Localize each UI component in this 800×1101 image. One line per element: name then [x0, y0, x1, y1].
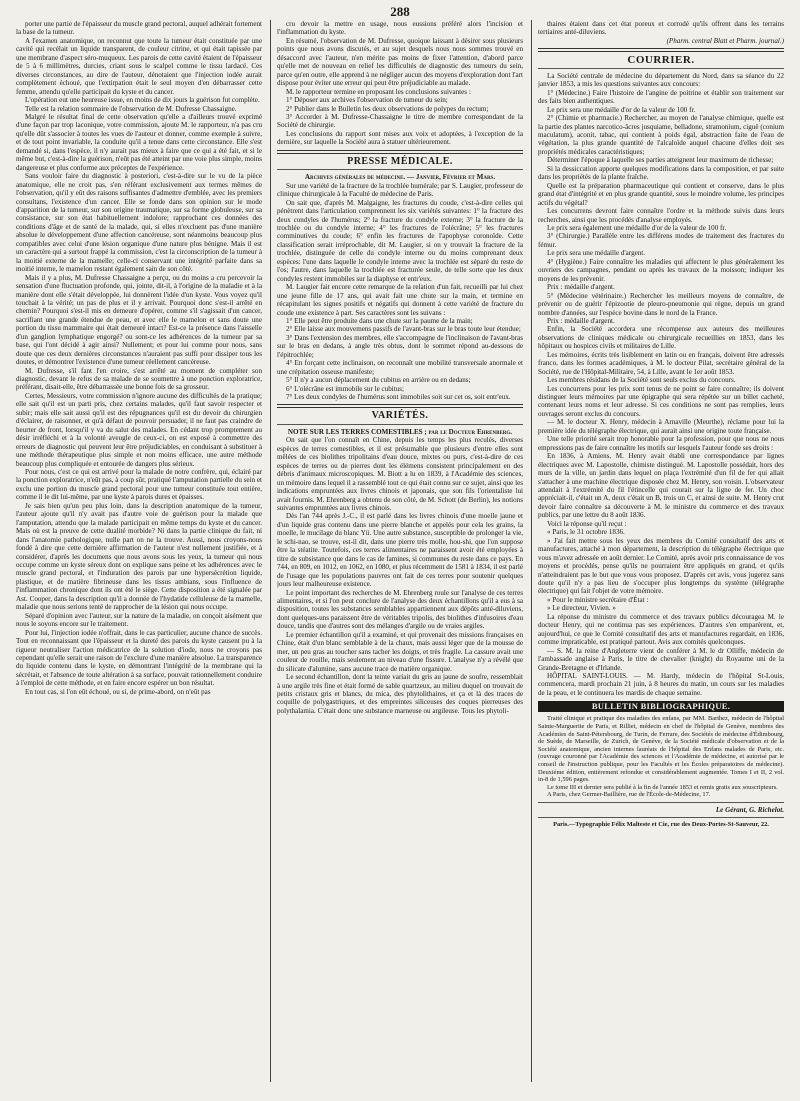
paragraph: 2° Publier dans le Bulletin les deux observations de polypes du rectum; — [286, 104, 489, 113]
section-rule — [277, 404, 523, 408]
column-divider — [270, 20, 271, 1082]
paragraph: En tout cas, si l'on eût échoué, ou si, de prime-abord, on n'eût pas — [25, 687, 211, 696]
paragraph: A Paris, chez Germer-Baillière, rue de l'École-de-Médecine, 17. — [547, 791, 711, 799]
paragraph: 1° Elle peut être produite dans une chute sur la paume de la main; — [286, 316, 473, 325]
paragraph: Traité clinique et pratique des maladies des enfans, par MM. Barthez, médecin de l'hôpital Sainte-Marguerite de Paris, et Rilliet, médecin en chef de l'hôpital de Genève, membres des Académies de Saint-Pétersbourg, de Turin, de Ferrare, des Sociétés de médecine d'Édimbourg, de Suède, de Marseille, de Zurich, de Genève, de la Société médicale d'observation et de la Société anatomique, ancien internes lauréats de l'hôpital des Enfans malades de Paris, etc. (ouvrage couronné par l'Académie des sciences et l'Académie de médecine, et autorisé par le conseil de l'instruction publique, pour les Facultés et les Écoles préparatoires de médecine). Deuxième édition, entièrement refondue et considérablement augmentée. Tomes I et II, 2 vol. in-8 de 1,596 pages. — [538, 715, 784, 784]
printer-line: Paris.—Typographie Félix Malteste et Cie, rue des Deux-Portes-St-Sauveur, 22. — [553, 821, 769, 829]
paragraph: Les mémoires, écrits très lisiblement en latin ou en français, doivent être adressés franco, dans les formes académiques, à M. le docteur Pilat, secrétaire général de la Société, rue de l'Hôpital-Militaire, 54, à Lille, avant le 1er août 1853. — [538, 350, 784, 376]
paragraph: On sait que, d'après M. Malgaigne, les fractures du coude, c'est-à-dire celles qui pénètrent dans l'articulation comprennent les six variétés suivantes: 1° la fracture des deux condyles de l'humérus; 2° la fracture du condyle externe; 3° la fracture de la trochlée ou du condyle interne; 4° les fractures de l'olécrâne; 5° les fractures comminutives du coude; 6° enfin les fractures de l'apophyse coronoïde. Cette classification serait irréprochable, dit M. Laugier, si on y trouvait la fracture de la trochlée, distinguée de celle du condyle interne ou du moins comprenant deux espèces: l'une dans laquelle le condyle interne avec la trochlée est séparé du reste de l'os; l'autre, dans laquelle la trochlée est fracturée seule, de telle sorte que les deux condyles restent immobiles sur la diaphyse et entr'eux. — [277, 198, 523, 283]
paragraph: 1° (Médecine.) Faire l'histoire de l'angine de poitrine et établir son traitement sur des faits bien authentiques. — [538, 88, 784, 106]
paragraph: HÔPITAL SAINT-LOUIS. — M. Hardy, médecin de l'hôpital St-Louis, commencera, mardi prochain 21 juin, à 8 heures du matin, un cours sur les maladies de la peau, et le continuera les mardis de chaque semaine. — [538, 671, 784, 697]
paragraph: 5° Il n'y a aucun déplacement du cubitus en arrière ou en dedans; — [286, 376, 471, 385]
paragraph: L'opération eut une heureuse issue, en moins de dix jours la guérison fut complète. — [25, 96, 260, 105]
paragraph: Certes, Messieurs, votre commission n'ignore aucune des difficultés de la pratique; elle sait qu'il est un parti pris, chez certains malades, qu'il faut savoir respecter et subir; mais elle sait aussi qu'il est des répugnances qu'il est du devoir du chirurgien d'éclairer, de raisonner, et qu'à défaut de pouvoir persuader, il ne faut pas craindre de heurter de front, lorsqu'il y va du salut des malades. En cédant trop promptement au désir irréfléchi et à la volonté aveugle de ceux-ci, on est exposé à commettre des erreurs de diagnostic qui peuvent leur être préjudiciables, en conduisant à substituer à une méthode thérapeutique plus simple et non moins efficace, une autre méthode beaucoup plus compliquée et entourée de dangers plus sérieux. — [16, 391, 262, 468]
paragraph: On sait que l'on connaît en Chine, depuis les temps les plus reculés, diverses espèces de terres comestibles, et il est présumable que plusieurs d'entre elles sont mêlées de ces biolithes tripolitains d'eau douce, mixtes ou purs, c'est-à-dire de ces espèces de terres ou de pierres dont les élémens consistent principalement en des débris d'animaux microscopiques. M. Biott a lu en 1839, à l'Académie des sciences, un mémoire dans lequel il a rassemblé tout ce qui était connu sur ce sujet, ainsi que les indications empruntées aux livres chinois et japonais, que son fils l'orientaliste lui avait fournis. M. Ehrenberg a obtenu de son côté, de M. Schott (de Berlin), les notions suivantes empruntées aux livres chinois. — [277, 436, 523, 513]
courrier-heading: COURRIER. — [627, 54, 695, 67]
paragraph: M. Laugier fait encore cette remarque de la relation d'un fait, recueilli par lui chez une jeune fille de 17 ans, qui avait fait une chute sur la main, et termine en récapitulant les signes positifs et négatifs qui donnent à cette variété de fracture du coude une existence à part. Ses caractères sont les suivans : — [277, 283, 523, 317]
press-article — [277, 182, 523, 402]
section-rule — [538, 48, 784, 52]
section-rule — [538, 68, 784, 69]
paragraph: Telle est la relation sommaire de l'observation de M. Dufresse Chassaigne. — [25, 104, 237, 113]
paragraph: 2° (Chimie et pharmacie.) Rechercher, au moyen de l'analyse chimique, quelle est la partie des plantes narcotico-âcres jusquiame, belladone, stramonium, ciguë (conium maculatum), aconit, tabac, qui contient à poids égal, abstraction faite de l'eau de végétation, la plus grande quantité de l'alcaloïde auquel chacune d'elles doit ses propriétés médicales caractéristiques; — [538, 114, 784, 156]
paragraph: Le second échantillon, dont la teinte variait du gris au jaune de soufre, ressemblait à une argile très fine et était formé de sable quartzeux, au milieu duquel on trouvait de petits cristaux gris et blancs, du mica, des phytolithaires, et ça et là des traces de coquille de polygastriques, et des empreintes siliceuses des coques pierreuses des polythalamia. C'était donc une substance marneuse ou argileuse. Tous les phytoli- — [277, 673, 523, 715]
note-title: NOTE SUR LES TERRES COMESTIBLES ; par le Docteur Ehrenberg. — [287, 427, 513, 436]
paragraph: A l'examen anatomique, on reconnut que toute la tumeur était constituée par une cavité qui recélait un liquide transparent, de couleur citrine, et qui était tapissée par une membrane d'aspect séro-muqueux. Les parois de cette cavité étaient de l'épaisseur de 5 à 6 millimètres, durcies, criant sous le scalpel comme le tissu lardacé. Ces diverses circonstances, au dire de l'auteur, dénotaient que l'injection iodée aurait complètement échoué, que l'extirpation était le seul moyen d'en débarrasser cette femme, attendu qu'elle participait du kyste et du cancer. — [16, 36, 262, 96]
paragraph: Une telle priorité serait trop honorable pour la profession, pour que nous ne nous empressions pas de faire connaître les motifs sur lesquels l'auteur fonde ses droits : — [538, 435, 784, 452]
paragraph: « Paris, le 31 octobre 1836. — [547, 528, 625, 537]
paragraph: En 1836, à Amiens, M. Henry avait établi une correspondance par lignes électriques avec M. Lapostolle, chimiste distingué. M. Lapostolle possédait, hors des murs de la ville, un jardin dans lequel on plaça l'extrémité d'un fil de fer qui allait s'attacher à une machine électrique disposée chez M. Henry, son voisin. L'observateur attendait à l'extrémité du fil l'étincelle qui courait sur la ligne de fer. Un choc appréciait-il, c'était un A, deux c'était un B, trois un C, et ainsi de suite. M. Henry crut devoir faire connaître sa découverte à M. le ministre du commerce et des travaux publics, par une lettre du 8 août 1836. — [538, 452, 784, 520]
column-middle — [277, 20, 523, 1082]
section-rule — [277, 150, 523, 154]
paragraph: Sur une variété de la fracture de la trochlée humérale; par S. Laugier, professeur de clinique chirurgicale à la Faculté de médecine de Paris. — [277, 181, 523, 199]
paragraph: Pour lui, l'injection iodée n'offrait, dans le cas particulier, aucune chance de succès. Tout en reconnaissant que l'épaisseur et la dureté des parois du kyste causent pu à la rigueur neutraliser l'action médicatrice de la solution d'iode, nous ne croyons pas cependant qu'elle serait une raison de l'exclure d'une manière absolue. La transparence du liquide contenu dans le kyste, en démontrant l'intégrité de la membrane qui la sécrétait, et l'absence de toute altération à sa surface, pouvait rationnellement conduire à l'emploi de cette méthode, et en faire encore espérer un bon résultat. — [16, 628, 262, 688]
paragraph: Sans vouloir faire du diagnostic à posteriori, c'est-à-dire sur le vu de la pièce anatomique, elle ne croit pas, s'en référant exclusivement aux termes mêmes de l'observation, qu'il y eût des raisons suffisantes d'admettre d'emblée, avec les premiers consultans, l'existence d'un cancer. Elle se fonde dans son opinion sur le mode d'apparition de la tumeur, sur son origine traumatique, sur sa forme globuleuse, sur sa consistance, sur son état habituellement indolore; rapprochant ces données des conditions d'âge et de santé de la malade, qui, si elles n'excluent pas d'une manière absolue le développement d'une affection cancéreuse, sont néanmoins beaucoup plus compatibles avec celui d'une lésion organique d'une nature plus bénigne. Mais il est un caractère qui a surtout frappé la commission, c'est la circonscription de la tumeur à la moitié externe de la mamelle; celle-ci conservant une intégrité parfaite dans sa moitié interne, le mamelon restant également sain de son côté. — [16, 172, 262, 274]
report-conclusion — [277, 20, 523, 147]
paragraph: 1° Déposer aux archives l'observation de tumeur du sein; — [286, 96, 448, 105]
paragraph: porter une partie de l'épaisseur du muscle grand pectoral, auquel adhérait fortement la base de la tumeur. — [16, 20, 262, 37]
paragraph: Malgré le résultat final de cette observation qu'elle a d'ailleurs trouvé exprimé d'une façon par trop laconique, votre commission, ajoute M. le rapporteur, n'a pas cru qu'elle dût s'associer à toutes les vues de l'auteur et donner, comme exemple à suivre, et de tout point invariable, la conduite qu'il a tenue dans cette circonstance. Elle s'est demandé si, dans l'espèce, il n'y aurait pas mieux à faire que ce qui a été fait, et si le même but, c'est-à-dire la guérison, n'eût pas été atteint par une voie plus simple, moins dangereuse et plus conforme aux préceptes de l'expérience. — [16, 112, 262, 172]
paragraph: La Société centrale de médecine du département du Nord, dans sa séance du 22 janvier 1853, a mis les questions suivantes aux concours: — [538, 71, 784, 89]
paragraph: Enfin, la Société accordera une récompense aux auteurs des meilleures observations de cliniques médicale ou chirurgicale recueillies en 1853, dans les hôpitaux ou hospices civils et militaires de Lille. — [538, 325, 784, 351]
paragraph: cru devoir la mettre en usage, nous eussions préféré alors l'incision et l'inflammation du kyste. — [277, 20, 523, 37]
courrier-text — [538, 72, 784, 698]
page-number: 288 — [390, 4, 410, 19]
paragraph: 6° L'olécrâne est immobile sur le cubitus; — [286, 384, 404, 393]
column-left — [16, 20, 262, 1082]
paragraph: 7° Les deux condyles de l'humérus sont immobiles soit sur cet os, soit entr'eux. — [286, 393, 511, 402]
paragraph: Voici la réponse qu'il reçut : — [547, 519, 627, 528]
paragraph: Prix : médaille d'argent. — [547, 316, 615, 325]
paragraph: Le prix sera une médaille d'argent. — [547, 249, 646, 258]
section-rule — [538, 802, 784, 803]
paragraph: Le tome III et dernier sera publié à la fin de l'année 1853 et remis gratis aux souscripteurs. — [547, 783, 778, 791]
paragraph: — S. M. la reine d'Angleterre vient de conférer à M. le dr Olliffe, médecin de l'ambassade anglaise à Paris, le titre de chevalier (knight) du Royaume uni de la Grande-Bretagne et d'Irlande. — [538, 646, 784, 672]
paragraph: Séparé d'opinion avec l'auteur, sur la nature de la maladie, on conçoit aisément que nous le soyons encore sur le traitement. — [16, 611, 262, 629]
paragraph: La réponse du ministre du commerce et des travaux publics découragea M. le docteur Henry, qui ne continua pas ses expériences. D'autres s'en emparèrent, et, aujourd'hui, ce que le Comité consultatif des arts et manufactures regardait, en 1836, comme impraticable, est pratiqué partout. Avis aux comités quelconques. — [538, 612, 784, 647]
paragraph: Mais il y a plus, M. Dufresse Chassaigne a perçu, ou du moins a cru percevoir la sensation d'une fluctuation profonde, qui, jointe, dit-il, à l'origine de la maladie et à la manière dont elle s'était développée, lui donnèrent l'idée d'un kyste. Vous voyez qu'il touchait à la vérité; un pas de plus et il y arrivait. Pourquoi donc s'est-il arrêté en chemin? Pourquoi s'est-il mis en demeure d'opérer, comme s'il s'agissait d'un cancer, sacrifiant une grande étendue de peau, et avec elle le mamelon et sans doute une portion du tissu mammaire qui était demeuré intact? Est-ce la présence dans l'aisselle d'un ganglion lymphatique engorgé? ou sont-ce les adhérences de la tumeur par sa base, qui l'ont décidé à agir ainsi? Nullement; et pour lui comme pour nous, sans doute que ces deux dernières circonstances n'auraient pas suffi pour dissiper tous les doutes, et démontrer l'existence d'une tumeur réellement cancéreuse. — [16, 273, 262, 367]
paragraph: Le prix sera également une médaille d'or de la valeur de 100 fr. — [547, 223, 727, 232]
paragraph: 3° (Chirurgie.) Parallèle entre les différens modes de traitement des fractures du fémur. — [538, 232, 784, 249]
paragraph: Les concurrens pour les prix sont tenus de ne point se faire connaître; ils doivent distinguer leurs mémoires par une épigraphe qui sera répétée sur un billet cacheté, contenant leurs noms et leur adresse. Si ces conditions ne sont pas remplies, leurs ouvrages seront exclus du concours. — [538, 384, 784, 418]
paragraph: M. Dufresse, s'il fant l'en croire, s'est arrêté au moment de compléter son diagnostic, devant le refus de sa malade de se soumettre à une ponction exploratrice, préférant, disait-elle, être débarrassée une bonne fois de sa grosseur. — [16, 366, 262, 392]
press-heading: PRESSE MÉDICALE. — [347, 155, 453, 167]
paragraph: M. le rapporteur termine en proposant les conclusions suivantes : — [286, 87, 471, 96]
paragraph: Si la dessiccation apporte quelques modifications dans la composition, et par suite dans les propriétés de la plante fraîche. — [538, 164, 784, 182]
paragraph: Les concurrens devront faire connaître l'ordre et la méthode suivis dans leurs recherches, ainsi que les procédés d'analyse employés. — [538, 207, 784, 224]
press-source: Archives générales de médecine. — Janvier, Février et Mars. — [304, 173, 496, 182]
bulletin-heading: BULLETIN BIBLIOGRAPHIQUE. — [538, 701, 784, 712]
paragraph: — M. le docteur X. Henry, médecin à Arnaville (Meurthe), réclame pour lui la première idée du télégraphe électrique, qui aurait ainsi une origine toute française. — [538, 418, 784, 435]
varietes-article — [277, 436, 523, 715]
paragraph: Dès l'an 744 après J.-C., il est parlé dans les livres chinois d'une moelle jaune et d'un liquide gras contenu dans une pierre blanche et appelés pour cela les grains, la moelle, le mucilage du blanc Yü. Une autre substance, susceptible de prolonger la vie, le schi-nao, se trouve, est-il dit, dans une pierre très molle, hou-shi, que l'on suppose être la stéatite. Toutefois, ces terres alimentaires ne paraissent avoir été employées à titre de subsistance que dans le cas de famines, si communes du reste dans ce pays. En 744, en 809, en 1012, en 1062, en 1080, et plus récemment de 1581 à 1834, il est parlé de l'usage que les populations pauvres ont fait de ces terres pour soutenir quelques jours leur malheureuse existence. — [277, 512, 523, 589]
paragraph: » J'ai fait mettre sous les yeux des membres du Comité consultatif des arts et manufactures, attaché à mon département, la description du télégraphe électrique que vous m'avez adressée en août dernier. Le Comité, après avoir pris connaissance de vos moyens et procédés, pense qu'ils ne pourraient être appliqués en grand, et qu'ils n'atteindraient pas le but que vous vous proposez. D'après cet avis, vous jugerez sans doute qu'il n'y a pas lieu de s'occuper plus longtemps du système (télégraphe électrique) qui fait l'objet de votre mémoire. — [538, 536, 784, 596]
paragraph: Je sais bien qu'un peu plus loin, dans la description anatomique de la tumeur, l'auteur ajoute qu'il n'y avait pas d'autre voie de guérison pour la malade que l'amputation, attendu que la malade participait en même temps du kyste et du cancer. Mais où est la preuve de cette dualité morbide? Ni dans la partie clinique du fait, ni dans l'anatomie pathologique, nulle part on ne la trouve. Aussi, nous croyons-nous fondé à dire que cette dernière affirmation de l'auteur n'est nullement justifiée, et à considérer, d'après les documens que nous avons sous les yeux, la tumeur qui nous occupe comme un kyste séreux dont on explique sans peine et les adhérences avec le muscle grand pectoral, et l'induration des parois par une hypersécrétion liquide, plastique, et de matière fibrineuse dans les tissus ambians, sous l'influence de l'inflammation chronique dont ils ont été le siège. Cette disposition a été signalée par Ast. Cooper, dans la description qu'il a donnée de l'hydatide celluleuse de la mamelle, maladie que nous serions tenté de rapprocher de la lésion qui nous occupe. — [16, 501, 262, 612]
paragraph: 4° En forçant cette inclinaison, on reconnaît une mobilité transversale anormale et une crépitation osseuse manifeste; — [277, 359, 523, 376]
paragraph: Pour nous, c'est ce qui est arrivé pour la malade de notre confrère, qui, éclairé par la ponction exploratrice, n'eût pas, à coup sûr, pratiqué l'amputation partielle du sein et exclu une portion du muscle grand pectoral pour une tumeur constituée tout entière, comme il le dit lui-même, par une kyste à parois dures et épaisses. — [16, 468, 262, 502]
paragraph: Les membres résidans de la Société sont seuls exclus du concours. — [547, 376, 736, 385]
source-citation: (Pharm. central Blatt et Pharm. journal.) — [666, 36, 784, 45]
paragraph: thaires étaient dans cet état poreux et corrodé qu'ils offrent dans les terrains tertiaires anté-diluviens. — [538, 20, 784, 37]
column-right — [538, 20, 784, 1082]
section-rule — [277, 169, 523, 170]
paragraph: 2° Elle laisse aux mouvemens passifs de l'avant-bras sur le bras toute leur étendue; — [286, 325, 521, 334]
gerant-signature: Le Gérant, G. Richelot. — [715, 805, 784, 814]
paragraph: Quelle est la préparation pharmaceutique qui contient et conserve, dans le plus grand état d'intégrité et en plus grande quantité, sous le moindre volume, les principes actifs du végétal? — [538, 181, 784, 207]
article-ending — [538, 20, 784, 37]
paragraph: 3° Accorder à M. Dufresse-Chassaigne le titre de membre correspondant de la Société de chirurgie. — [277, 112, 523, 130]
paragraph: 5° (Médecine vétérinaire.) Rechercher les meilleurs moyens de connaître, de prévenir ou de guérir l'épizootie de pleuro-pneumonie qui règne, depuis un grand nombre d'années, sur l'espèce bovine dans le nord de la France. — [538, 291, 784, 317]
paragraph: » Le directeur, Vivien. » — [547, 604, 616, 613]
paragraph: 3° Dans l'extension des membres, elle s'accompagne de l'inclinaison de l'avant-bras sur le bras en dedans, à angle très obtus, dont le sommet répond au-dessous de l'épitrochlée; — [277, 333, 523, 359]
varietes-heading: VARIÉTÉS. — [371, 410, 429, 422]
paragraph: Déterminer l'époque à laquelle ses parties atteignent leur maximum de richesse; — [547, 156, 774, 165]
paragraph: Le point important des recherches de M. Ehrenberg roule sur l'analyse de ces terres alimentaires, et si l'on peut conclure de l'analyse des deux échantillons qu'il a eus à sa disposition, toutes les substances semblables appartiennent aux dépôts anté-diluviens, dont quelques-uns paraissent être de véritables tripolis, des biolithes d'infusoires d'eau douce, tandis que d'autres sont des mélanges d'argile ou de vraies argiles. — [277, 588, 523, 631]
paragraph: « Pour le ministre secrétaire d'État : — [547, 595, 649, 604]
column-divider — [531, 20, 532, 1082]
paragraph: Le prix sera une médaille d'or de la valeur de 100 fr. — [547, 105, 696, 114]
paragraph: Prix : médaille d'argent. — [547, 283, 615, 292]
paragraph: En résumé, l'observation de M. Dufresse, quoique laissant à désirer sous plusieurs points que nous avons discutés, et au sujet desquels nous nous sommes trouvé en désaccord avec l'auteur, n'en mérite pas moins de fixer l'attention, d'abord parce qu'elle met de nouveau en relief les difficultés de diagnostic des tumeurs du sein, parce qu'en outre, elle apprend à ne négliger aucun des moyens d'exploration dont l'art dispose pour éviter une erreur qui peut être préjudiciable au malade. — [277, 36, 523, 88]
section-rule — [277, 424, 523, 425]
section-rule — [538, 817, 784, 818]
paragraph: Les conclusions du rapport sont mises aux voix et adoptées, à l'exception de la dernière, sur laquelle la Société aura à statuer ultérieurement. — [277, 129, 523, 147]
paragraph: 4° (Hygiène.) Faire connaître les maladies qui affectent le plus généralement les ouvriers des campagnes, pendant ou après les travaux de la moisson; indiquer les moyens de les prévenir. — [538, 257, 784, 283]
paragraph: Le premier échantillon qu'il a examiné, et qui provenait des missions françaises en Chine, était d'un blanc semblable à de la chaux, mais aussi léger que de la mousse de mer, un peu gras au toucher sans tacher les doigts, et très fragile. La cassure avait une couleur de rouille, mais seulement au niveau d'une fissure. L'analyse n'y a révélé que du silicate d'alumine, sans aucune trace de matière organique. — [277, 630, 523, 673]
bibliography-text — [538, 715, 784, 799]
